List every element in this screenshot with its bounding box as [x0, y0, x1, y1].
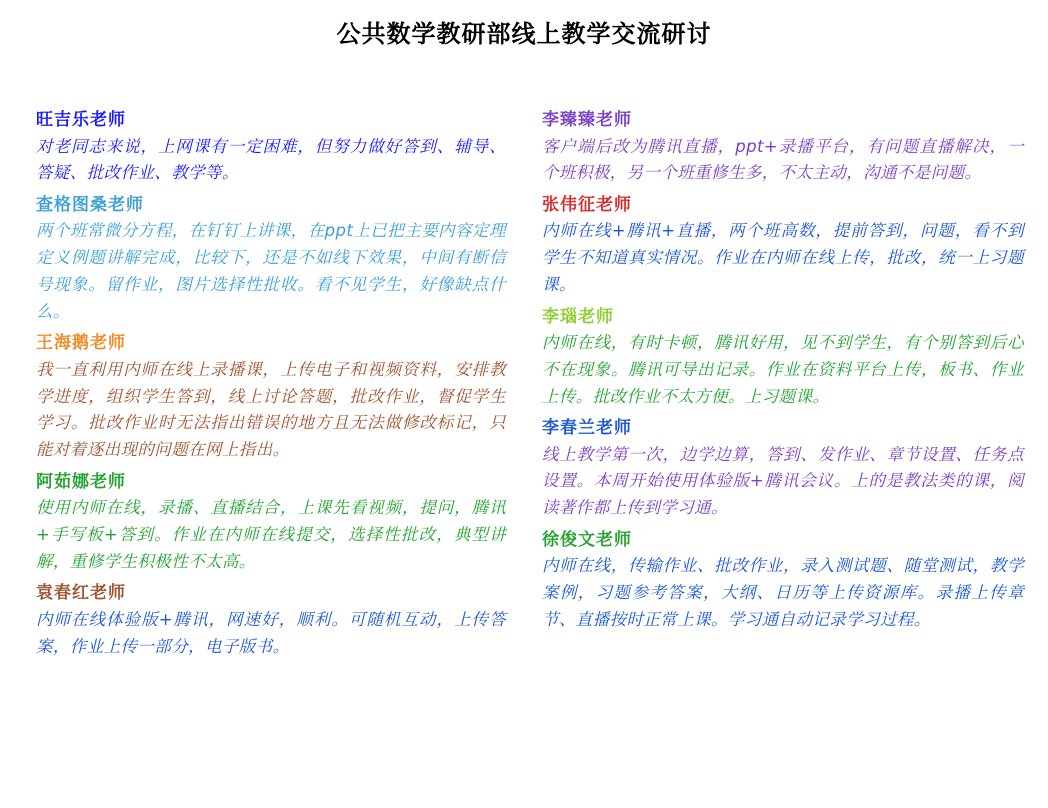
- entry-left-3: [36, 331, 506, 463]
- entry-right-4: [542, 416, 1024, 522]
- speaker-name: 阿茹娜老师: [36, 471, 126, 492]
- speaker-remarks: 内师在线，传输作业、批改作业，录入测试题、随堂测试，教学案例，习题参考答案，大纲、日历等上传资源库。录播上传章节、直播按时正常上课。学习通自动记录学习过程。: [542, 556, 1024, 629]
- speaker-name: 李瑙老师: [542, 306, 614, 327]
- speaker-name: 袁春红老师: [36, 583, 126, 604]
- two-column-body: [0, 108, 1048, 666]
- page-title: 公共数学教研部线上教学交流研讨: [336, 22, 712, 48]
- left-column: [0, 108, 524, 666]
- speaker-remarks: 内师在线+腾讯+直播，两个班高数，提前答到，问题，看不到学生不知道真实情况。作业在内师在线上传，批改，统一上习题课。: [542, 221, 1024, 294]
- entry-left-1: [36, 108, 506, 187]
- speaker-remarks: 客户端后改为腾讯直播，ppt+录播平台，有问题直播解决，一个班积极，另一个班重修生多，不太主动，沟通不是问题。: [542, 136, 1024, 183]
- speaker-remarks: 内师在线体验版+腾讯，网速好，顺利。可随机互动，上传答案，作业上传一部分，电子版书。: [36, 609, 506, 656]
- entry-left-2: [36, 193, 506, 325]
- entry-right-1: [542, 108, 1024, 187]
- entry-right-3: [542, 305, 1024, 411]
- speaker-name: 查格图桑老师: [36, 194, 144, 215]
- speaker-name: 王海鹅老师: [36, 333, 126, 354]
- speaker-name: 李春兰老师: [542, 418, 632, 439]
- entry-right-2: [542, 193, 1024, 299]
- speaker-name: 徐俊文老师: [542, 529, 632, 550]
- entry-left-5: [36, 581, 506, 660]
- speaker-name: 李臻臻老师: [542, 110, 632, 130]
- speaker-name: 张伟征老师: [542, 194, 632, 215]
- speaker-remarks: 对老同志来说，上网课有一定困难，但努力做好答到、辅导、答疑、批改作业、教学等。: [36, 136, 506, 183]
- right-column: [524, 108, 1048, 640]
- entry-left-4: [36, 470, 506, 576]
- speaker-remarks: 线上教学第一次，边学边算，答到、发作业、章节设置、任务点设置。本周开始使用体验版+腾讯会议。上的是教法类的课，阅读著作都上传到学习通。: [542, 444, 1024, 518]
- speaker-remarks: 两个班常微分方程，在钉钉上讲课，在ppt上已把主要内容定理定义例题讲解完成，比较下，还是不如线下效果，中间有断信号现象。留作业，图片选择性批收。看不见学生，好像缺点什么。: [36, 221, 506, 321]
- speaker-remarks: 我一直利用内师在线上录播课，上传电子和视频资料，安排教学进度，组织学生答到，线上讨论答题，批改作业，督促学生学习。批改作业时无法指出错误的地方且无法做修改标记，只能对着逐出现的问题在网上指出。: [36, 359, 506, 459]
- entry-right-5: [542, 528, 1024, 634]
- speaker-remarks: 内师在线，有时卡顿，腾讯好用，见不到学生，有个别答到后心不在现象。腾讯可导出记录。作业在资料平台上传，板书、作业上传。批改作业不太方便。上习题课。: [542, 333, 1024, 406]
- speaker-name: 旺吉乐老师: [36, 110, 126, 130]
- speaker-remarks: 使用内师在线，录播、直播结合，上课先看视频，提问，腾讯+手写板+答到。作业在内师在线提交，选择性批改，典型讲解，重修学生积极性不太高。: [36, 498, 506, 571]
